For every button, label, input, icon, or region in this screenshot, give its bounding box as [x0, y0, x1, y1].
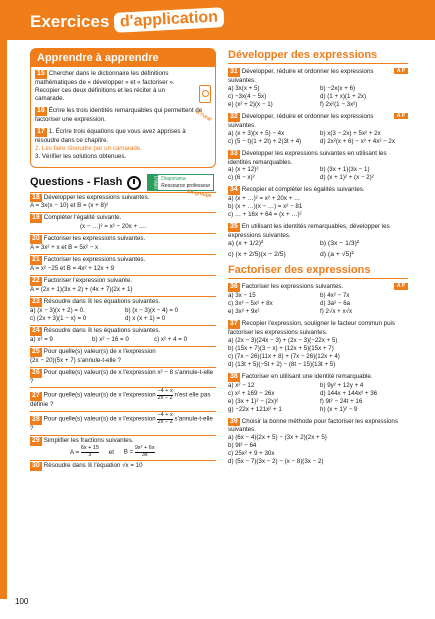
- left-column: [30, 48, 216, 473]
- exercise-34: 34 Recopier et compléter les égalités suivantes. a) (x + …)² = x² + 20x + … b) (x + …)(x − …) = x² − 81 c) … + 16x + 64 = (x + …)²: [228, 186, 365, 219]
- fraction: $\frac{-4 + x}{2x - 2}$: [157, 388, 173, 401]
- exercise-38: 38 Factoriser en utilisant une identité remarquable. a) x² − 12 b) 9y² + 12y + 4 c) x² + 169 − 26x d) 144x + 144x² + 36 e) (3x + 1)² − (2x)² f) 9t² − 24t + 16 g) −22x + 121x² + 1 h) (x + 1)² − 9: [228, 372, 378, 413]
- stopwatch-icon: [127, 176, 141, 190]
- fraction-a: $\frac{6x + 15}{3}$: [80, 445, 100, 458]
- exercise-21: 21 Factoriser les expressions suivantes. A = x² −25 et B = 4x² + 12x + 9: [30, 254, 216, 273]
- exercise-33: 33 Développer les expressions suivantes en utilisant les identités remarquables. a) (x + 12)² b) (3x + 1)(3x − 1) c) (6 − x)² d) (x + 1)² + (x − 2)²: [228, 149, 387, 182]
- exercise-37: 37 Recopier l'expression, souligner le facteur commun puis factoriser les expressions suivantes. a) (2x − 3)(24x − 3) + (2x − 3)(−22x + 5) b) (15x + 7)(3 − x) + (12x + 5)(15x + 7) c) (7x − 26)(11x + 8) + (7x − 26)(12x + 4) d) (13t + 5)(−5t + 2) − (8t − 15)(13t + 5): [228, 320, 395, 368]
- exercise-35: 35 En utilisant les identités remarquables, développer les expressions suivantes. a) (x + 1/2)² b) (3x − 1/3)² c) (x + 2/5)(x − 2/5) d) (a + √5)²: [228, 223, 390, 258]
- exercise-27: 27 Pour quelle(s) valeur(s) de x l'expression $\frac{-4 + x}{2x - 2}$ n'est elle pas définie ?: [30, 387, 216, 409]
- page-banner: [0, 0, 435, 40]
- side-tab: [0, 40, 7, 599]
- section-develop-title: Développer des expressions: [228, 48, 408, 64]
- exercise-32: A P 32 Développer, réduire et ordonner les expressions suivantes. a) (x + 3)(x + 5) − 4x b) x(3 − 2x) + 5x² + 2x c) (5 − t)(1 + 2t) + 2(3t + 4) d) 2x²(x + 6) − x³ + 4x² − 2x: [228, 113, 408, 146]
- section-factor-title: Factoriser des expressions: [228, 263, 408, 279]
- exercise-30: 30 Résoudre dans ℝ l'équation √x = 10: [30, 460, 216, 471]
- exercise-31: A P 31 Développer, réduire et ordonner les expressions suivantes. a) 3x(x + 5) b) −2x(x + 6) c) −3x(4 − 5x) d) (1 + x)(1 + 2x) e) (x² + 2)(x − 1) f) 2x²(1 − 3x²): [228, 68, 408, 109]
- phone-icon: [199, 85, 211, 103]
- learn-box-title: Apprendre à apprendre: [31, 49, 215, 67]
- exercise-23: 23 Résoudre dans ℝ les équations suivantes. a) (x − 3)(x + 2) = 0. b) (x − 3)(x − 4) = 0 c) (2x + 3)(1 − x) = 0 d) x (x + 1) = 0: [30, 296, 216, 323]
- exercise-18: 18 Développer les expressions suivantes. A = 3x(x − 10) et B = (x + 8)²: [30, 192, 216, 211]
- right-column: [228, 48, 408, 470]
- oral-stamp: À l'oral: [194, 109, 213, 123]
- flash-title: Questions - Flash: [30, 176, 123, 189]
- exercise-19: 19 Compléter l'égalité suivante. (x − …)² = x² − 20x + ….: [30, 212, 216, 231]
- group-stamp: En groupe: [186, 188, 213, 200]
- exercise-17: 17 1. Écrire trois équations que vous avez apprises à résoudre dans ce chapitre. 2. Les faire résoudre par un camarade. 3. Vérifier les solutions obtenues.: [35, 127, 186, 160]
- diaporama-badge[interactable]: Diapo Diaporama Ressource professeur: [147, 174, 214, 191]
- exercise-25: 25 Pour quelle(s) valeur(s) de x l'expression (2x − 20)(5x + 7) s'annule-t-elle ?: [30, 346, 216, 365]
- exercise-26: 26 Pour quelle(s) valeur(s) de x l'expression x² − 8 s'annule-t-elle ?: [30, 367, 216, 386]
- exercise-16: 16 Écrire les trois identités remarquables qui permettent de factoriser une expression.: [35, 106, 203, 123]
- exercise-28: 28 Pour quelle(s) valeur(s) de x l'expression $\frac{-4 + x}{2x - 2}$ s'annule-t-elle ?: [30, 411, 216, 433]
- banner-title: Exercices: [30, 12, 110, 31]
- exercise-15: 15 Chercher dans le dictionnaire les définitions mathématiques de « développer » et « factoriser ». Recopier ces deux définitions et les réciter à un camarade.: [35, 70, 175, 102]
- exercise-20: 20 Factoriser les expressions suivantes. A = 3x² + x et B = 5x² − x: [30, 233, 216, 252]
- ap-badge: A P: [394, 113, 408, 119]
- ap-badge: A P: [394, 283, 408, 289]
- exercise-24: 24 Résoudre dans ℝ les équations suivantes. a) x² = 9 b) x² − 16 = 0 c) x² + 4 = 0: [30, 325, 216, 344]
- fraction: $\frac{-4 + x}{2x - 2}$: [157, 412, 173, 425]
- exercise-29: 29 Simplifier les fractions suivantes. A = $\frac{6x + 15}{3}$ et B = $\frac{\text{9x² + 6x}}{3x}$: [30, 435, 216, 458]
- exercise-39: 39 Choisir la bonne méthode pour factoriser les expressions suivantes. a) (6x − 4)(2x + 5) − (3x + 2)(2x + 5) b) 9t² − 64 c) 25x² + 9 + 30x d) (5x − 7)(3x − 2) − (x − 8)(3x − 2): [228, 417, 398, 466]
- fraction-b: $\frac{\text{9x² + 6x}}{3x}$: [134, 445, 155, 458]
- questions-flash: [30, 174, 216, 472]
- exercise-22: 22 Factoriser l'expression suivante. A = (2x + 1)(3x + 2) + (4x + 7)(2x + 1): [30, 275, 216, 294]
- page-number: 100: [15, 597, 29, 606]
- ap-badge: A P: [394, 68, 408, 74]
- exercise-36: A P 36 Factoriser les expressions suivantes. a) 3x − 15 b) 4x² − 7x c) 3x³ − 5x² + 8x d) 3a² − 6a e) 3x² + 9x² f) 2√x + x√x: [228, 283, 408, 316]
- banner-subtitle: d'application: [114, 7, 225, 33]
